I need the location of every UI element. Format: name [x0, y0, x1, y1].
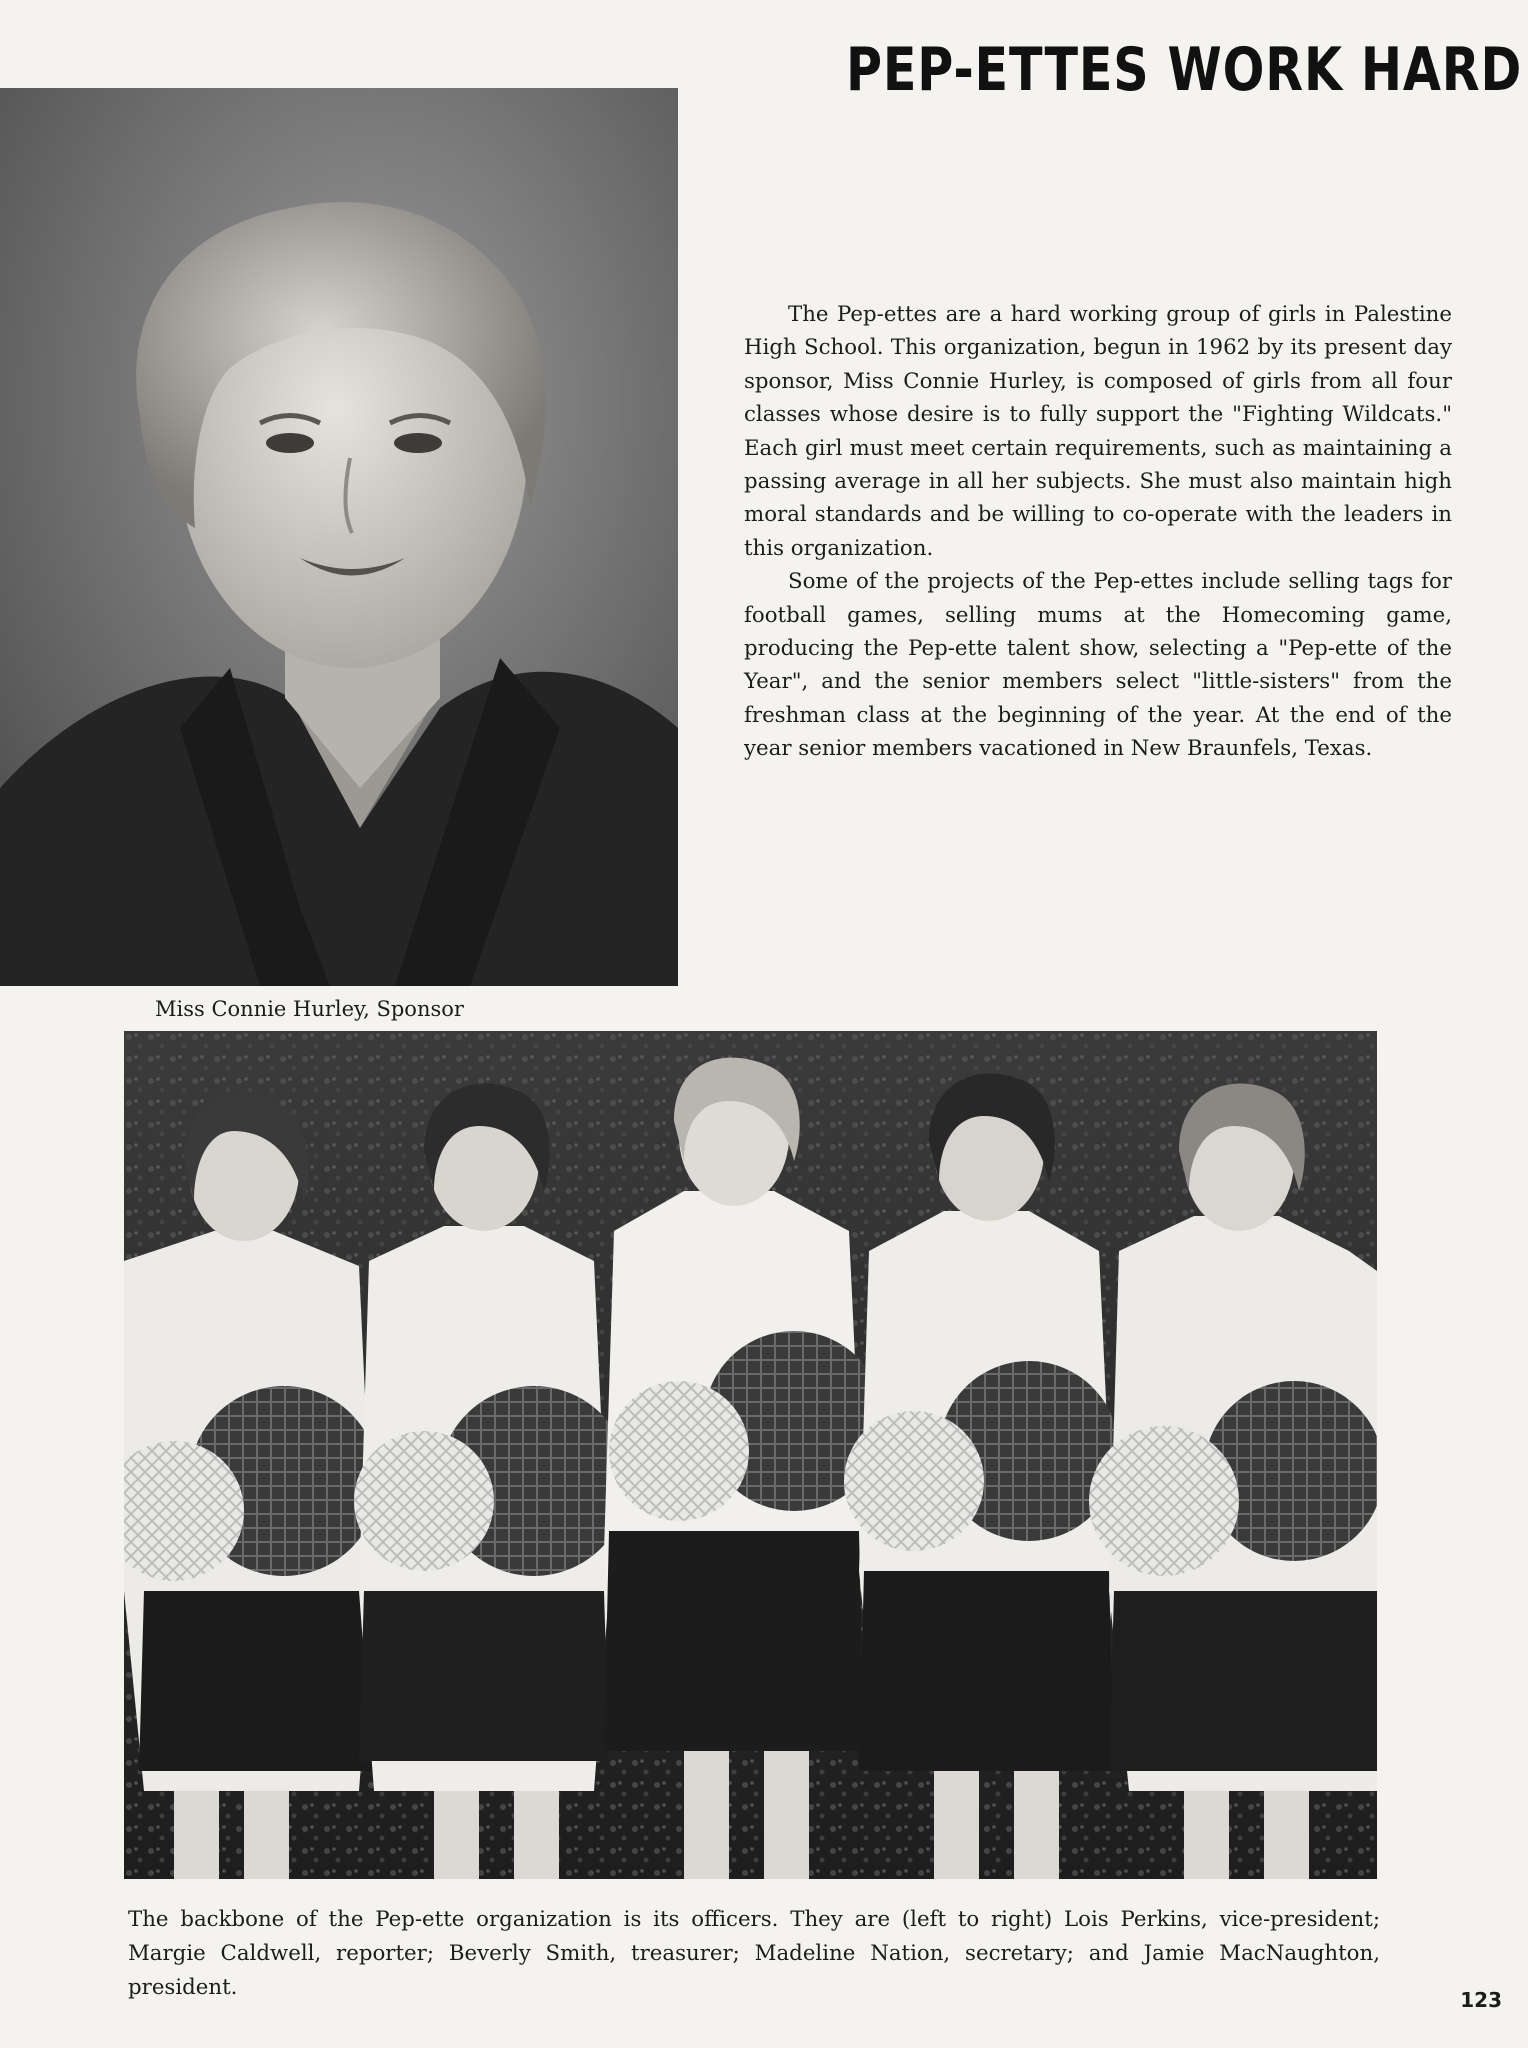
- page-number: 123: [1460, 1988, 1502, 2012]
- article-paragraph-2: Some of the projects of the Pep-ettes include selling tags for football games, selling mums at the Homecoming game, producing the Pep-ette talent show, selecting a "Pep-ette of the Year", and the senior members select "little-sisters" from the freshman class at the beginning of the year. At the end of the year senior members vacationed in New Braunfels, Texas.: [744, 569, 1452, 762]
- group-photo-caption: The backbone of the Pep-ette organization is its officers. They are (left to right) Lois Perkins, vice-president; Margie Caldwell, reporter; Beverly Smith, treasurer; Madeline Nation, secretary; and Jamie MacNaughton, president.: [128, 1907, 1380, 2000]
- article-body: [744, 298, 1452, 766]
- officers-group-illustration: [124, 1031, 1377, 1879]
- officers-group-photo: [124, 1031, 1377, 1879]
- page-title: PEP-ETTES WORK HARD: [846, 35, 1523, 105]
- portrait-caption: Miss Connie Hurley, Sponsor: [155, 997, 464, 1021]
- sponsor-portrait-illustration: [0, 88, 678, 986]
- sponsor-portrait-photo: [0, 88, 678, 986]
- article-paragraph-1: The Pep-ettes are a hard working group of girls in Palestine High School. This organization, begun in 1962 by its present day sponsor, Miss Connie Hurley, is composed of girls from all four classes whose desire is to fully support the "Fighting Wildcats." Each girl must meet certain requirements, such as maintaining a passing average in all her subjects. She must also maintain high moral standards and be willing to co-operate with the leaders in this organization.: [744, 302, 1452, 561]
